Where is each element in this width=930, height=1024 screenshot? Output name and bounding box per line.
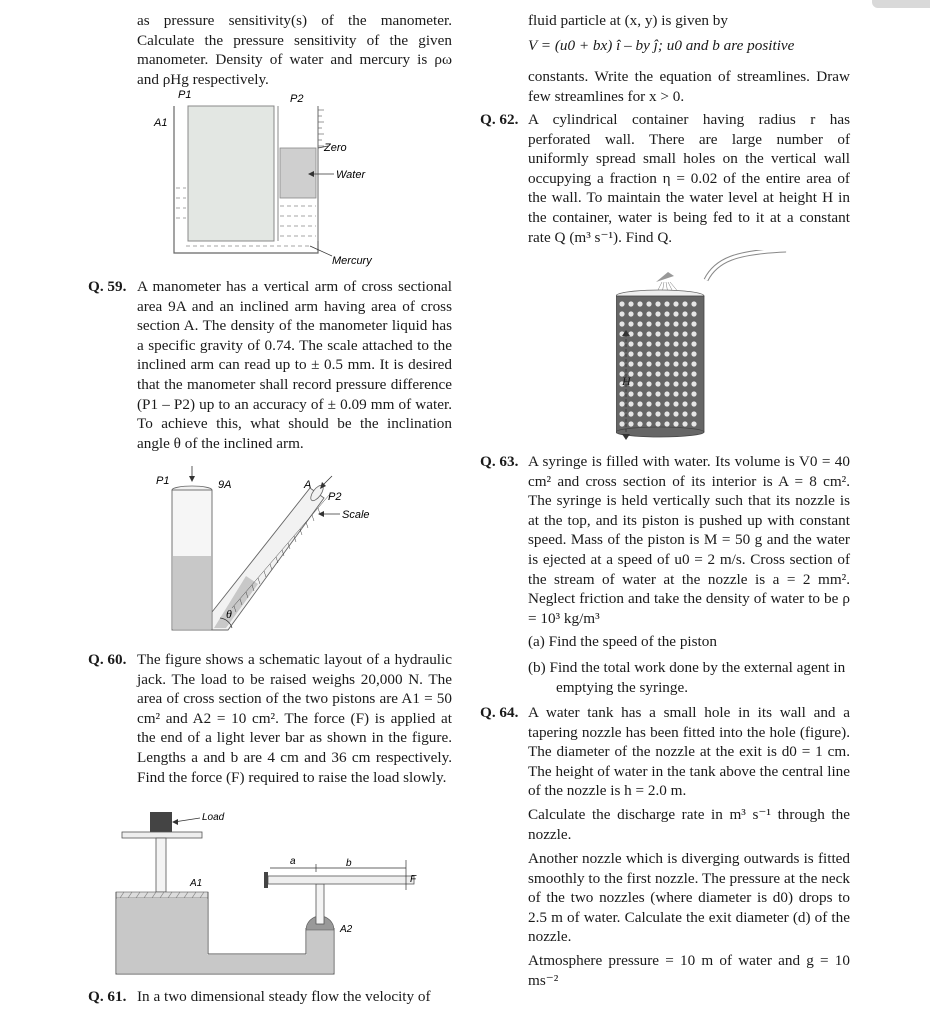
q61-continuation: fluid particle at (x, y) is given by — [528, 12, 728, 29]
q63-part-b: (b) Find the total work done by the external agent in emptying the syringe. — [528, 659, 846, 696]
fig60-f-label: F — [410, 874, 417, 885]
q60-number: Q. 60. — [88, 651, 127, 668]
fig58-mercury-label: Mercury — [332, 255, 372, 267]
fig59-p1-label: P1 — [156, 475, 170, 487]
q64-text: A water tank has a small hole in its wall and a tapering nozzle has been fitted into the hole (figure). The diameter of the nozzle at the exit is d0 = 1 cm. The height of water in the tank above the central line of the nozzle is h = 2.0 m. — [528, 704, 850, 800]
q64-number: Q. 64. — [480, 704, 519, 721]
page-corner-tab — [872, 0, 930, 8]
perforated-cylinder-figure — [616, 250, 806, 440]
inclined-manometer-figure — [150, 462, 400, 642]
q61-continuation-2: constants. Write the equation of streamlines. Draw few streamlines for x > 0. — [528, 68, 850, 105]
manometer-figure — [150, 88, 390, 273]
fig60-a-label: a — [290, 856, 296, 867]
q63-number: Q. 63. — [480, 453, 519, 470]
q62-number: Q. 62. — [480, 111, 519, 128]
fig60-a2-label: A2 — [340, 924, 353, 935]
fig58-a1-label: A1 — [154, 117, 168, 129]
fig60-a1-label: A1 — [190, 878, 203, 889]
q61-velocity-equation: V = (u0 + bx) î – by ĵ; u0 and b are positive — [528, 37, 795, 54]
fig59-9a-label: 9A — [218, 479, 232, 491]
q64-paragraph-2: Calculate the discharge rate in m³ s⁻¹ through the nozzle. — [528, 806, 850, 843]
fig60-load-label: Load — [202, 812, 225, 823]
fig59-theta-label: θ — [226, 607, 232, 621]
fig58-zero-label: Zero — [324, 142, 347, 154]
q61-number: Q. 61. — [88, 988, 127, 1005]
fig58-water-label: Water — [336, 169, 366, 181]
fig59-p2-label: P2 — [328, 491, 342, 503]
fig60-b-label: b — [346, 858, 352, 869]
q62-text: A cylindrical container having radius r has perforated wall. There are large number of uniformly spread small holes on the vertical wall occupying a fraction η = 0.02 of the entire area of the wall. To maintain the water level at height H in the container, water is being fed to it at a constant rate Q (m³ s⁻¹). Find Q. — [528, 111, 850, 246]
q63-part-a: (a) Find the speed of the piston — [528, 633, 717, 650]
fig59-scale-label: Scale — [342, 509, 370, 521]
q58-continuation: as pressure sensitivity(s) of the manometer. Calculate the pressure sensitivity of the given manometer. Density of water and mercury is ρω and ρHg respectively. — [137, 12, 452, 88]
q61-text: In a two dimensional steady flow the velocity of — [137, 988, 431, 1005]
q64-paragraph-4: Atmosphere pressure = 10 m of water and g = 10 ms⁻² — [528, 952, 850, 989]
q63-text: A syringe is filled with water. Its volume is V0 = 40 cm² and cross section of its interior is A = 8 cm². The syringe is held vertically such that its nozzle is at the top, and its piston is pushed up with constant speed. Mass of the piston is M = 50 g and the water is ejected at a speed of u0 = 2 m/s. Cross section of the stream of water at the nozzle is a = 2 mm². Neglect friction and take the density of water to be ρ = 10³ kg/m³ — [528, 453, 850, 627]
q59-number: Q. 59. — [88, 278, 127, 295]
fig58-p2-label: P2 — [290, 93, 304, 105]
fig62-h-label: H — [622, 374, 631, 388]
fig59-a-label: A — [304, 479, 312, 491]
hydraulic-jack-figure — [110, 808, 440, 983]
q64-paragraph-3: Another nozzle which is diverging outwards is fitted smoothly to the first nozzle. The pressure at the neck of the two nozzles (where diameter is d0) drops to 2.5 m of water. Calculate the exit diameter (d) of the nozzle. — [528, 850, 850, 946]
q59-text: A manometer has a vertical arm of cross sectional area 9A and an inclined arm having area of cross section A. The density of the manometer liquid has a specific gravity of 0.74. The scale attached to the inclined arm can read up to ± 0.5 mm. It is desired that the manometer shall record pressure difference (P1 – P2) up to an accuracy of ± 0.09 mm of water. To achieve this, what should be the inclination angle θ of the inclined arm. — [137, 278, 452, 452]
q60-text: The figure shows a schematic layout of a hydraulic jack. The load to be raised weighs 20,000 N. The area of cross section of the two pistons are A1 = 50 cm² and A2 = 10 cm². The force (F) is applied at the end of a light lever bar as shown in the figure. Lengths a and b are 4 cm and 36 cm respectively. Find the force (F) required to raise the load slowly. — [137, 651, 452, 786]
fig58-p1-label: P1 — [178, 89, 192, 101]
